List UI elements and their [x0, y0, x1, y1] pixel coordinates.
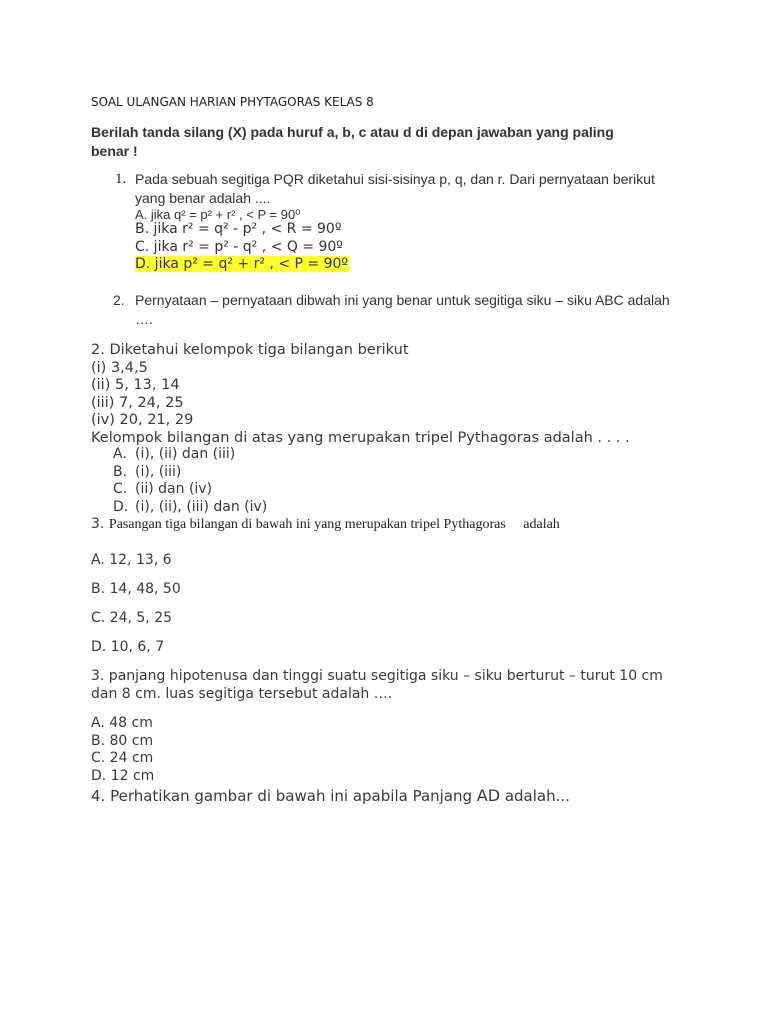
question-1-option-d-highlighted: D. jika p² = q² + r² , < P = 90º	[135, 256, 348, 272]
question-3-number: 3.	[91, 516, 105, 532]
option-text: (ii) dan (iv)	[135, 481, 213, 497]
option-text: (i), (ii), (iii) dan (iv)	[135, 498, 268, 515]
question-3-option-c: C. 24, 5, 25	[91, 610, 173, 626]
question-1-text: Pada sebuah segitiga PQR diketahui sisi-sisinya p, q, dan r. Dari pernyataan berikut yang benar adalah ....	[135, 171, 655, 206]
triangle-area-question: 3. panjang hipotenusa dan tinggi suatu segitiga siku – siku berturut – turut 10 cm dan 8 cm. luas segitiga tersebut adalah ….	[91, 668, 663, 702]
question-1-option-b: B. jika r² = q² - p² , < R = 90º	[135, 221, 342, 237]
question-2-text: Pernyataan – pernyataan dibwah ini yang benar untuk segitiga siku – siku ABC adalah ….	[135, 292, 670, 327]
question-3-option-b: B. 14, 48, 50	[91, 581, 181, 597]
option-text: (i), (ii) dan (iii)	[135, 446, 236, 462]
triangle-area-option-d: D. 12 cm	[91, 767, 155, 784]
number-group-item: (iii) 7, 24, 25	[91, 394, 184, 411]
question-3-option-d: D. 10, 6, 7	[91, 639, 165, 655]
question-4-prefix: 4. Perhatikan gambar di bawah ini apabila Panjang	[91, 787, 477, 805]
question-2-number: 2.	[113, 292, 125, 308]
number-groups-question-text: Kelompok bilangan di atas yang merupakan tripel Pythagoras adalah . . . .	[91, 429, 630, 446]
question-3-text: Pasangan tiga bilangan di bawah ini yang merupakan tripel Pythagoras adalah	[108, 517, 560, 532]
number-groups-option-c	[113, 481, 212, 497]
number-groups-question	[91, 342, 630, 447]
triangle-area-option-a: A. 48 cm	[91, 715, 153, 731]
option-text: (i), (iii)	[135, 463, 182, 480]
number-group-item: (i) 3,4,5	[91, 359, 148, 376]
question-1-number: 1.	[115, 171, 127, 187]
option-letter: A.	[113, 446, 127, 462]
question-3	[91, 516, 560, 533]
document-title: SOAL ULANGAN HARIAN PHYTAGORAS KELAS 8	[91, 95, 374, 109]
instruction-text: Berilah tanda silang (X) pada huruf a, b, c atau d di depan jawaban yang paling benar !	[91, 124, 614, 159]
number-groups-option-d	[113, 499, 267, 515]
number-groups-option-b	[113, 464, 181, 480]
triangle-area-option-c: C. 24 cm	[91, 750, 154, 766]
question-1-option-a: A. jika q² = p² + r² , < P = 90⁰	[135, 207, 301, 222]
number-group-item: (iv) 20, 21, 29	[91, 412, 194, 428]
option-letter: C.	[113, 481, 128, 497]
number-groups-option-a	[113, 446, 235, 462]
number-groups-heading: 2. Diketahui kelompok tiga bilangan berikut	[91, 342, 409, 358]
triangle-area-options	[91, 715, 154, 785]
triangle-area-option-b: B. 80 cm	[91, 732, 154, 749]
number-group-item: (ii) 5, 13, 14	[91, 377, 180, 393]
question-4-picture-prompt	[91, 786, 570, 805]
question-3-option-a: A. 12, 13, 6	[91, 552, 172, 568]
question-1-option-c: C. jika r² = p² - q² , < Q = 90º	[135, 239, 343, 255]
segment-ad-label: AD	[476, 786, 501, 805]
option-letter: D.	[113, 498, 129, 515]
option-letter: B.	[113, 463, 128, 480]
question-4-suffix: adalah...	[500, 787, 570, 805]
